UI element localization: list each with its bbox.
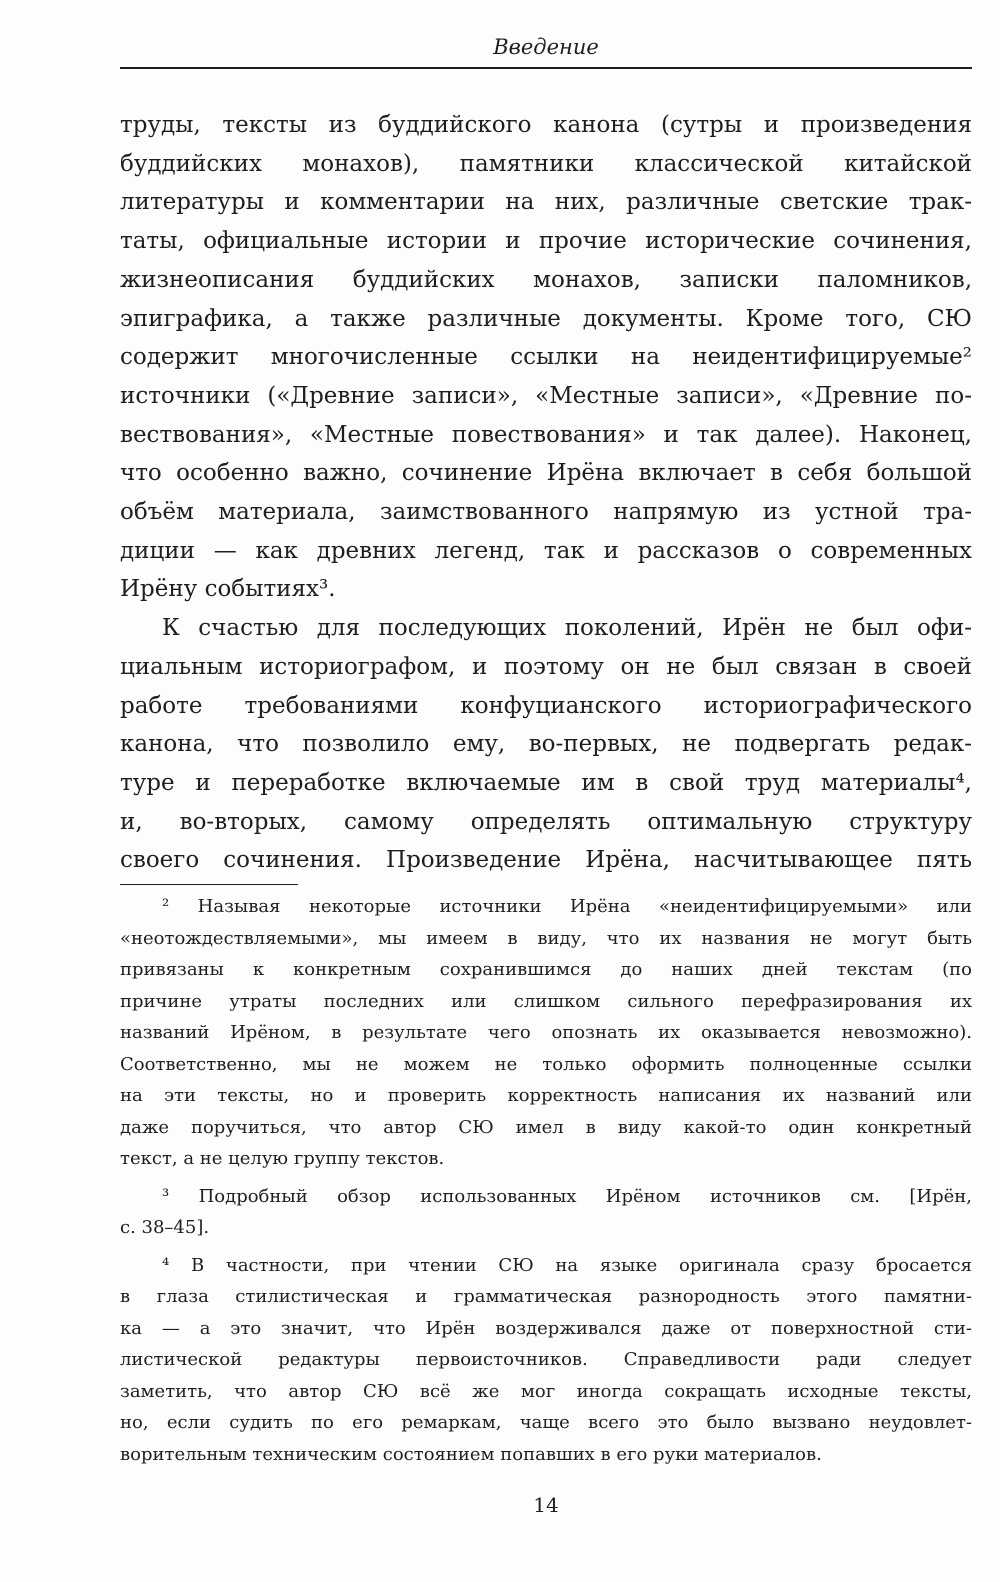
text-line: вествования», «Местные повествования» и так далее). Наконец, <box>120 421 972 448</box>
footnote-4 <box>120 1250 972 1471</box>
footnote-rule <box>120 884 298 885</box>
footnote-line: ³ Подробный обзор использованных Ирёном источников см. [Ирён, <box>162 1185 972 1207</box>
text-line: таты, официальные истории и прочие исторические сочинения, <box>120 228 972 255</box>
running-head: Введение <box>493 35 599 59</box>
footnote-line: даже поручиться, что автор СЮ имел в виду какой-то один конкретный <box>120 1116 972 1138</box>
footnote-line: Соответственно, мы не можем не только оформить полноценные ссылки <box>120 1053 972 1075</box>
footnote-line: «неотождествляемыми», мы имеем в виду, что их названия не могут быть <box>120 927 972 949</box>
footnote-line: ворительным техническим состоянием попавших в его руки материалов. <box>120 1443 822 1465</box>
footnote-line: ⁴ В частности, при чтении СЮ на языке оригинала сразу бросается <box>162 1254 972 1276</box>
text-line: своего сочинения. Произведение Ирёна, насчитывающее пять <box>120 847 972 874</box>
footnote-line: с. 38–45]. <box>120 1217 210 1238</box>
footnotes <box>120 891 972 1470</box>
footnote-line: на эти тексты, но и проверить корректность написания их названий или <box>120 1085 972 1106</box>
footnote-line: заметить, что автор СЮ всё же мог иногда сокращать исходные тексты, <box>120 1380 972 1402</box>
main-text <box>120 106 972 880</box>
text-line: содержит многочисленные ссылки на неидентифицируемые² <box>120 344 972 371</box>
text-line: Ирёну событиях³. <box>120 576 336 603</box>
text-line-content: К счастью для последующих поколений, Ирён не был офи- <box>162 615 972 642</box>
footnote-3 <box>120 1181 972 1244</box>
footnote-line: но, если судить по его ремаркам, чаще всего это было вызвано неудовлет- <box>120 1412 972 1433</box>
text-line: диции — как древних легенд, так и рассказов о современных <box>120 537 972 564</box>
footnote-line: листической редактуры первоисточников. Справедливости ради следует <box>120 1349 972 1370</box>
page-number: 14 <box>533 1493 559 1517</box>
text-line: работе требованиями конфуцианского историографического <box>120 692 972 719</box>
header-rule <box>120 67 972 69</box>
text-line: объём материала, заимствованного напрямую из устной тра- <box>120 499 972 526</box>
text-line: эпиграфика, а также различные документы. Кроме того, СЮ <box>120 305 972 332</box>
footnote-line: ² Называя некоторые источники Ирёна «неидентифицируемыми» или <box>162 896 972 917</box>
footnote-line: ка — а это значит, что Ирён воздерживался даже от поверхностной сти- <box>120 1317 972 1339</box>
text-line: буддийских монахов), памятники классической китайской <box>120 150 972 177</box>
text-line: источники («Древние записи», «Местные записи», «Древние по- <box>120 382 972 409</box>
text-line: труды, тексты из буддийского канона (сутры и произведения <box>120 112 972 138</box>
text-line: циальным историографом, и поэтому он не был связан в своей <box>120 653 972 680</box>
footnote-line: названий Ирёном, в результате чего опознать их оказывается невозможно). <box>120 1022 972 1043</box>
text-line: что особенно важно, сочинение Ирёна включает в себя большой <box>120 460 972 487</box>
text-line: литературы и комментарии на них, различные светские трак- <box>120 189 972 216</box>
text-line: и, во-вторых, самому определять оптимальную структуру <box>120 808 972 835</box>
text-line: туре и переработке включаемые им в свой труд материалы⁴, <box>120 769 972 796</box>
footnote-line: в глаза стилистическая и грамматическая разнородность этого памятни- <box>120 1286 972 1307</box>
footnote-line: причине утраты последних или слишком сильного перефразирования их <box>120 990 972 1012</box>
text-line: канона, что позволило ему, во-первых, не подвергать редак- <box>120 731 972 758</box>
footnote-line: привязаны к конкретным сохранившимся до наших дней текстам (по <box>120 959 972 980</box>
text-line-indented <box>120 609 972 648</box>
footnote-2 <box>120 891 972 1175</box>
footnote-line: текст, а не целую группу текстов. <box>120 1148 445 1169</box>
text-line: жизнеописания буддийских монахов, записки паломников, <box>120 266 972 293</box>
